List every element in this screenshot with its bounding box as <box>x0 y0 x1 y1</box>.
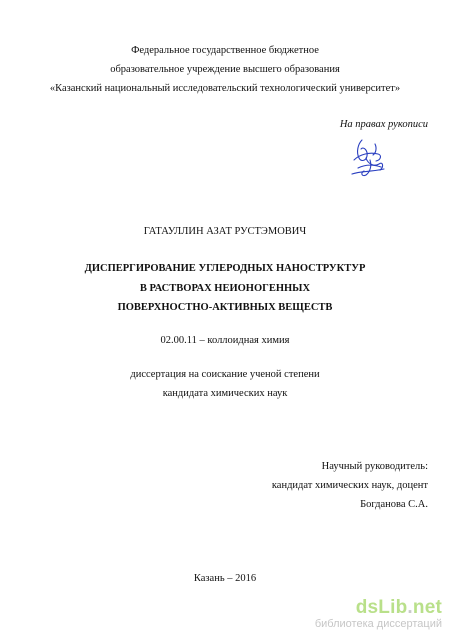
watermark-logo: dsLib.net <box>355 597 442 618</box>
title-line-3: ПОВЕРХНОСТНО-АКТИВНЫХ ВЕЩЕСТВ <box>117 302 333 313</box>
title-line-2: В РАСТВОРАХ НЕИОНОГЕННЫХ <box>139 283 311 294</box>
institution-line-2: образовательное учреждение высшего образования <box>110 64 340 75</box>
handwritten-signature <box>348 134 390 180</box>
author-name: ГАТАУЛЛИН АЗАТ РУСТЭМОВИЧ <box>143 226 307 237</box>
supervisor-name: Богданова С.А. <box>360 499 428 510</box>
title-line-1: ДИСПЕРГИРОВАНИЕ УГЛЕРОДНЫХ НАНОСТРУКТУР <box>84 263 366 274</box>
watermark-subtitle: библиотека диссертаций <box>314 618 442 630</box>
degree-line-2: кандидата химических наук <box>162 388 288 399</box>
supervisor-degree: кандидат химических наук, доцент <box>271 480 428 491</box>
dslib-watermark <box>315 598 442 631</box>
institution-line-3: «Казанский национальный исследовательский технологический университет» <box>49 83 401 94</box>
supervisor-label: Научный руководитель: <box>321 461 428 472</box>
institution-line-1: Федеральное государственное бюджетное <box>131 45 319 56</box>
manuscript-note: На правах рукописи <box>339 119 428 130</box>
degree-line-1: диссертация на соискание ученой степени <box>130 369 320 380</box>
specialty: 02.00.11 – коллоидная химия <box>160 335 290 346</box>
place-year: Казань – 2016 <box>193 573 257 584</box>
